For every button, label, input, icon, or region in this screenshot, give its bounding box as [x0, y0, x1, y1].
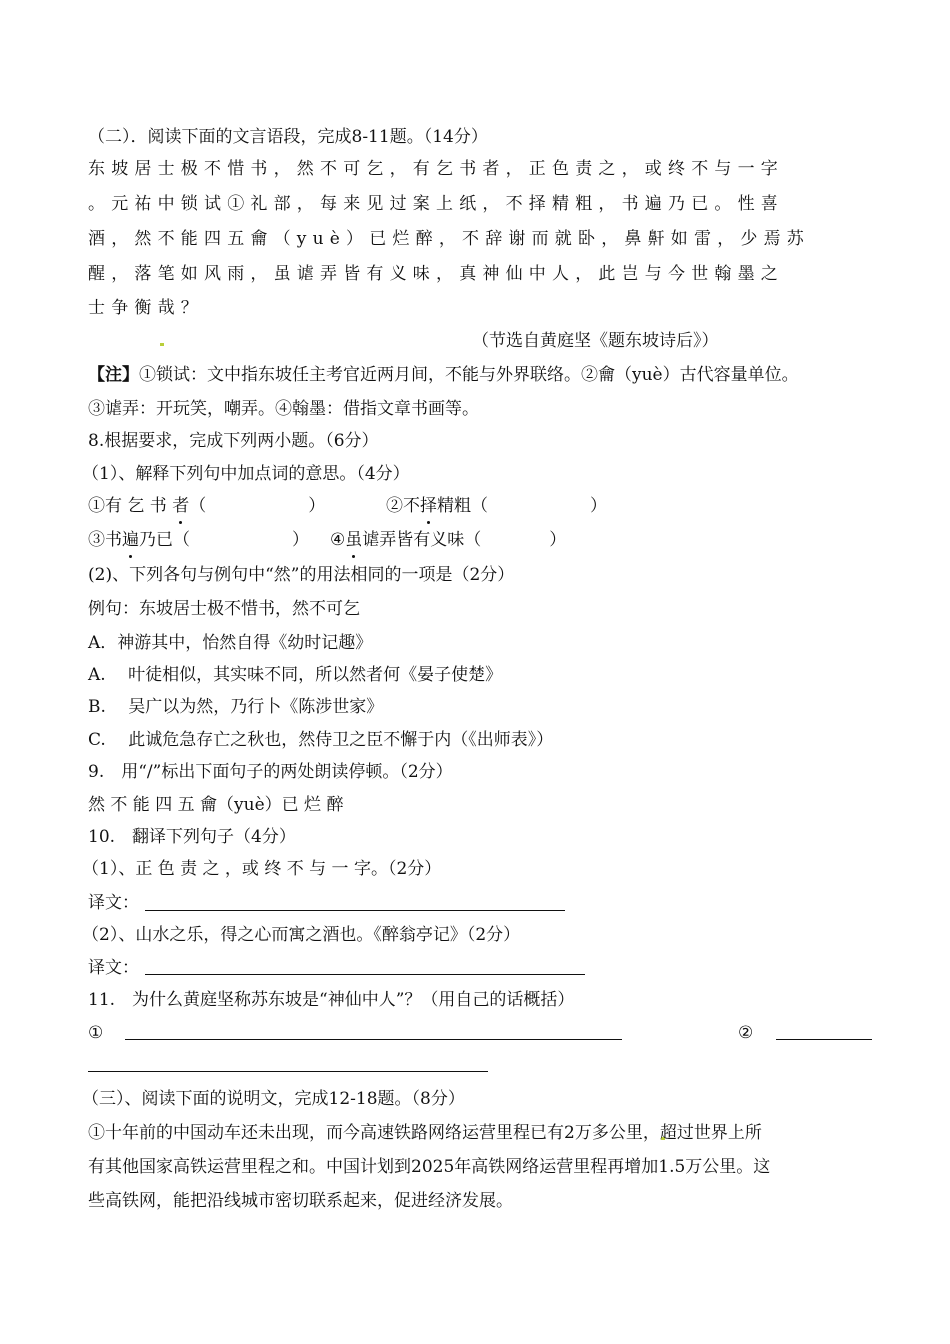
question-10-sub2: （2）、山水之乐，得之心而寓之酒也。《醉翁亭记》（2分）: [82, 925, 521, 945]
passage-line: 东坡居士极不惜书，然不可乞，有乞书者，正色责之，或终不与一字: [88, 159, 784, 179]
answer-line-1[interactable]: [125, 1039, 622, 1040]
option-a2[interactable]: A. 叶徒相似，其实味不同，所以然者何《晏子使楚》: [88, 665, 503, 685]
vocab-text: ③书: [88, 530, 122, 550]
translation-label: 译文：: [88, 893, 139, 913]
note-line: [88, 364, 799, 386]
question-11-title: 11. 为什么黄庭坚称苏东坡是“神仙中人”？（用自己的话概括）: [88, 990, 575, 1010]
note-label: 【注】: [88, 365, 139, 385]
answer-blank[interactable]: 谑弄皆有义味（ ）: [362, 530, 567, 550]
passage-line: 。元祐中锁试①礼部，每来见过案上纸，不择精粗，书遍乃已。性喜: [88, 194, 784, 214]
question-8-title: 8.根据要求，完成下列两小题。（6分）: [88, 431, 379, 451]
passage-line: 酒，然不能四五龠（yuè）已烂醉，不辞谢而就卧，鼻鼾如雷，少焉苏: [88, 229, 811, 249]
option-a[interactable]: A．神游其中，怡然自得《幼时记趣》: [88, 633, 373, 653]
passage-line: 醒，落笔如风雨，虽谑弄皆有义味，真神仙中人，此岂与今世翰墨之: [88, 264, 784, 284]
vocab-item-2: [386, 495, 607, 517]
answer-blank[interactable]: （ ）: [189, 496, 326, 516]
article-line: ①十年前的中国动车还未出现，而今高速铁路网络运营里程已有2万多公里，超过世界上所: [88, 1123, 762, 1143]
vocab-text: ①有 乞 书: [88, 496, 173, 516]
question-8-sub2: (2)、下列各句与例句中“然”的用法相同的一项是（2分）: [88, 565, 515, 585]
note-line-2: ③谑弄：开玩笑，嘲弄。④翰墨：借指文章书画等。: [88, 399, 479, 419]
answer-line-continued[interactable]: [88, 1071, 488, 1072]
vocab-text: ④: [330, 530, 346, 550]
question-9-sentence: 然 不 能 四 五 龠（yuè）已 烂 醉: [88, 795, 344, 815]
question-10-sub1: （1）、正 色 责 之 ，或 终 不 与 一 字。（2分）: [82, 859, 442, 879]
article-line: 有其他国家高铁运营里程之和。中国计划到2025年高铁网络运营里程再增加1.5万公里。这: [88, 1157, 771, 1177]
answer-marker-2: ②: [738, 1023, 754, 1043]
vocab-item-4: [330, 529, 566, 551]
vocab-item-3: [88, 529, 309, 551]
example-sentence: 例句：东坡居士极不惜书，然不可乞: [88, 599, 360, 619]
vocab-text: ②不: [386, 496, 420, 516]
section-heading-3: （三）、阅读下面的说明文，完成12-18题。（8分）: [82, 1089, 465, 1109]
option-c[interactable]: C. 此诚危急存亡之秋也，然侍卫之臣不懈于内（《出师表》）: [88, 730, 554, 750]
translation-answer-line[interactable]: [145, 910, 565, 911]
question-8-sub1: （1）、解释下列句中加点词的意思。（4分）: [82, 464, 410, 484]
note-text: ①锁试：文中指东坡任主考官近两月间，不能与外界联络。②龠（yuè）古代容量单位。: [139, 365, 799, 385]
answer-line-2[interactable]: [776, 1039, 872, 1040]
source-citation: （节选自黄庭坚《题东坡诗后》）: [472, 331, 719, 351]
vocab-item-1: [88, 495, 325, 517]
emphasized-char: 择: [420, 496, 437, 516]
emphasized-char: 遍: [122, 530, 139, 550]
stray-mark: [160, 343, 164, 346]
section-heading: （二）．阅读下面的文言语段，完成8-11题。（14分）: [88, 127, 488, 147]
answer-marker-1: ①: [88, 1023, 104, 1043]
emphasized-char: 虽: [345, 530, 363, 550]
passage-line: 士争衡哉？: [88, 298, 204, 318]
answer-blank[interactable]: 乃已（ ）: [139, 530, 309, 550]
question-9-title: 9. 用“/”标出下面句子的两处朗读停顿。（2分）: [88, 762, 453, 782]
translation-answer-line[interactable]: [145, 974, 585, 975]
article-line: 些高铁网，能把沿线城市密切联系起来，促进经济发展。: [88, 1191, 513, 1211]
translation-label: 译文：: [88, 958, 139, 978]
option-b[interactable]: B. 吴广以为然，乃行卜《陈涉世家》: [88, 697, 384, 717]
emphasized-char: 者: [172, 496, 190, 516]
answer-blank[interactable]: 精粗（ ）: [437, 496, 607, 516]
question-10-title: 10. 翻译下列句子（4分）: [88, 827, 296, 847]
